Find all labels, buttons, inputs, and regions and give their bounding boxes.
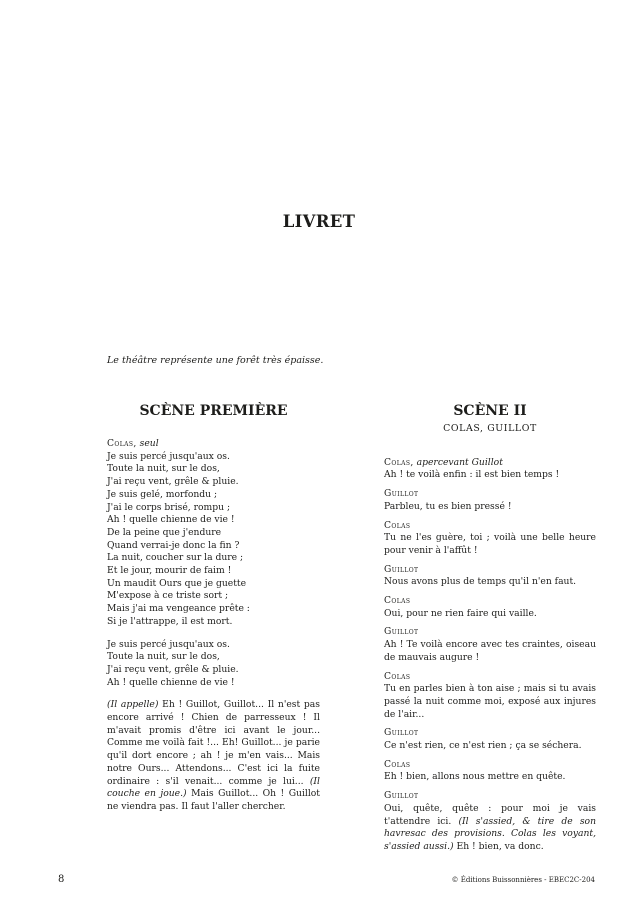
verse-line: Toute la nuit, sur le dos, xyxy=(107,651,220,663)
dialogue-text: Parbleu, tu es bien pressé ! xyxy=(384,500,512,512)
speaker-name: Colas xyxy=(384,519,411,531)
stage-direction: Le théâtre représente une forêt très épaisse. xyxy=(107,355,324,366)
verse-line: Je suis gelé, morfondu ; xyxy=(107,488,218,500)
verse-line: Si je l'attrappe, il est mort. xyxy=(107,615,233,627)
verse-line: La nuit, coucher sur la dure ; xyxy=(107,552,244,564)
speaker-name: Colas xyxy=(384,595,411,607)
prose-text: Eh ! Guillot, Guillot... Il n'est pas encore arrivé ! Chien de parresseux ! Il m'avait promis d'être ici avant le jour... Comme me voilà fait !... Eh! Guillot... je parie qu'il dort encore ; ah ! je m'en vais... Mais notre Ours... Attendons... C'est ici la fuite ordinaire : s'il venait... comme je lui... xyxy=(107,699,320,787)
scene-1-prose xyxy=(107,699,320,813)
dialogue-exchange xyxy=(384,488,596,513)
verse-line: Ah ! quelle chienne de vie ! xyxy=(107,676,235,688)
verse-line: Mais j'ai ma vengeance prête : xyxy=(107,603,250,615)
speaker-name: Colas, xyxy=(384,456,414,468)
dialogue-text: Eh ! bien, allons nous mettre en quête. xyxy=(384,771,566,783)
page-number: 8 xyxy=(58,874,65,885)
scene-1-speaker-line xyxy=(107,438,320,451)
dialogue-exchange xyxy=(384,457,596,482)
song-stanza-2 xyxy=(107,639,320,690)
scene-2-column xyxy=(384,402,596,860)
scene-2-characters: COLAS, GUILLOT xyxy=(443,423,537,434)
scene-1-column xyxy=(107,402,320,814)
stage-direction-inline: (Il s'assied, & tire de son havresac des provisions. Colas les voyant, s'assied aussi.) xyxy=(384,815,596,852)
dialogue-text-part: Oui, quête, quête : pour moi je vais t'attendre ici. xyxy=(384,802,596,827)
dialogue-text: Ah ! Te voilà encore avec tes craintes, oiseau de mauvais augure ! xyxy=(384,639,596,663)
verse-line: Ah ! quelle chienne de vie ! xyxy=(107,514,235,526)
dialogue-exchange xyxy=(384,595,596,620)
speaker-name: Guillot xyxy=(384,790,419,802)
speaker-name: Guillot xyxy=(384,488,419,500)
dialogue-text-part: Eh ! bien, va donc. xyxy=(453,840,544,852)
speaker-name: Colas, xyxy=(107,438,137,449)
verse-line: Je suis percé jusqu'aux os. xyxy=(107,638,230,650)
song-stanza-1 xyxy=(107,451,320,629)
verse-line: Je suis percé jusqu'aux os. xyxy=(107,450,230,462)
dialogue-text: Ah ! te voilà enfin : il est bien temps ! xyxy=(384,469,560,481)
verse-line: Quand verrai-je donc la fin ? xyxy=(107,539,240,551)
dialogue-exchange xyxy=(384,626,596,664)
scene-1-heading: SCÈNE PREMIÈRE xyxy=(139,403,288,419)
dialogue-text: Nous avons plus de temps qu'il n'en faut. xyxy=(384,576,577,588)
verse-line: M'expose à ce triste sort ; xyxy=(107,590,229,602)
stage-direction-inline: (Il couche en joue.) xyxy=(107,775,320,800)
speaker-note: apercevant Guillot xyxy=(416,456,503,468)
page-title: LIVRET xyxy=(282,212,356,231)
speaker-name: Colas xyxy=(384,670,411,682)
dialogue-text: Ce n'est rien, ce n'est rien ; ça se séchera. xyxy=(384,740,582,752)
verse-line: De la peine que j'endure xyxy=(107,526,222,538)
dialogue-text xyxy=(384,803,596,854)
speaker-note: seul xyxy=(139,438,159,449)
dialogue-exchange xyxy=(384,790,596,854)
verse-line: Et le jour, mourir de faim ! xyxy=(107,565,232,577)
speaker-name: Colas xyxy=(384,758,411,770)
copyright-notice: © Éditions Buissonnières - EBEC2C-204 xyxy=(451,876,595,884)
verse-line: J'ai reçu vent, grêle & pluie. xyxy=(107,476,239,488)
dialogue-exchange xyxy=(384,564,596,589)
verse-line: J'ai reçu vent, grêle & pluie. xyxy=(107,663,239,675)
dialogue-exchange xyxy=(384,671,596,722)
dialogue-text: Oui, pour ne rien faire qui vaille. xyxy=(384,607,537,619)
prose-text: Mais Guillot... Oh ! Guillot ne viendra pas. Il faut l'aller chercher. xyxy=(107,788,320,812)
speaker-name: Guillot xyxy=(384,563,419,575)
verse-line: J'ai le corps brisé, rompu ; xyxy=(107,501,231,513)
dialogue-exchange xyxy=(384,727,596,752)
dialogue-text: Tu en parles bien à ton aise ; mais si tu avais passé la nuit comme moi, exposé aux injures de l'air... xyxy=(384,683,596,720)
verse-line: Toute la nuit, sur le dos, xyxy=(107,463,220,475)
speaker-name: Guillot xyxy=(384,626,419,638)
stage-direction-inline: (Il appelle) xyxy=(107,699,159,711)
dialogue-exchange xyxy=(384,759,596,784)
verse-line: Un maudit Ours que je guette xyxy=(107,577,247,589)
dialogue-exchange xyxy=(384,520,596,558)
speaker-name: Guillot xyxy=(384,727,419,739)
scene-2-heading: SCÈNE II xyxy=(453,403,527,419)
dialogue-text: Tu ne l'es guère, toi ; voilà une belle heure pour venir à l'affût ! xyxy=(384,532,596,556)
